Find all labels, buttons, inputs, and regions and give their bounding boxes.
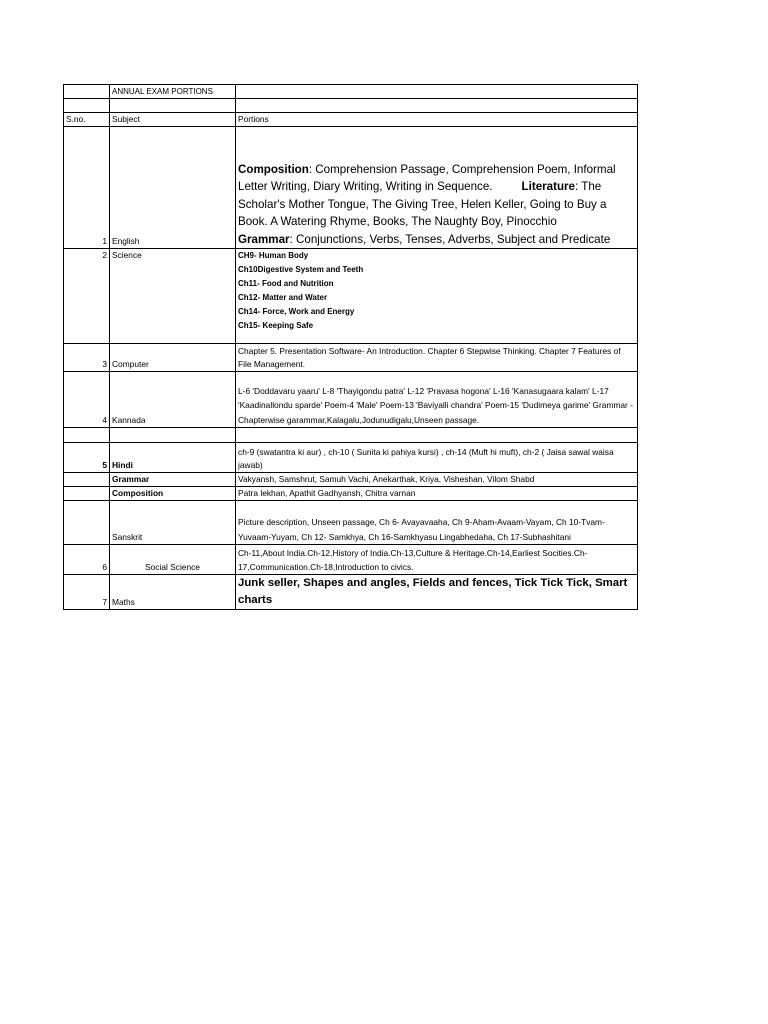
chapter-item: Ch10Digestive System and Teeth <box>238 265 364 274</box>
exam-portions-table <box>63 84 638 610</box>
composition-text: : Comprehension Passage, Comprehension Poem, Informal Letter Writing, Diary Writing, Writing in Sequence. <box>238 162 616 193</box>
portions-cell: Patra lekhan, Apathit Gadhyansh, Chitra varnan <box>236 487 638 501</box>
header-row <box>64 113 638 127</box>
portions-cell: Junk seller, Shapes and angles, Fields and fences, Tick Tick Tick, Smart charts <box>236 575 638 610</box>
portions-cell: Ch-11,About India.Ch-12,History of India.Ch-13,Culture & Heritage.Ch-14,Earliest Socities.Ch-17,Communication.Ch-18,Introduction to civics. <box>236 545 638 575</box>
literature-label: Literature <box>521 180 576 193</box>
subject-cell: Grammar <box>110 473 236 487</box>
subject-cell: Science <box>110 249 236 344</box>
sno-cell: 1 <box>64 127 110 249</box>
table-row-social-science <box>64 545 638 575</box>
sheet-title: ANNUAL EXAM PORTIONS <box>110 85 236 99</box>
sno-cell: 5 <box>64 443 110 473</box>
blank-cell <box>64 85 110 99</box>
sno-cell <box>64 473 110 487</box>
portions-cell: L-6 'Doddavaru yaaru' L-8 'Thayigondu patra' L-12 'Pravasa hogona' L-16 'Kanasugaara kalam' L-17 'Kaadinallondu sparde' Poem-4 'Male' Poem-13 'Baviyalli chandra' Poem-15 'Dudimeya garime' Grammar - Chapterwise garammar,Kalagalu,Jodunudigalu,Unseen passage. <box>236 372 638 428</box>
table-row-science <box>64 249 638 344</box>
table-row-maths <box>64 575 638 610</box>
portions-cell: ch-9 (swatantra ki aur) , ch-10 ( Sunita ki pahiya kursi) , ch-14 (Muft hi muft), ch-2 ( Jaisa sawal waisa jawab) <box>236 443 638 473</box>
portions-cell: Vakyansh, Samshrut, Samuh Vachi, Anekarthak, Kriya, Visheshan, Vilom Shabd <box>236 473 638 487</box>
subject-cell: Social Science <box>110 545 236 575</box>
chapter-item: Ch11- Food and Nutrition <box>238 279 334 288</box>
header-portions: Portions <box>236 113 638 127</box>
blank-row <box>64 428 638 443</box>
table-row-english <box>64 127 638 249</box>
sno-cell: 7 <box>64 575 110 610</box>
sno-cell <box>64 487 110 501</box>
header-subject: Subject <box>110 113 236 127</box>
composition-label: Composition <box>238 162 309 176</box>
chapter-item: CH9- Human Body <box>238 251 309 260</box>
portions-cell <box>236 249 638 344</box>
title-row <box>64 85 638 99</box>
grammar-label: Grammar <box>238 232 290 246</box>
blank-cell <box>236 85 638 99</box>
portions-cell: Chapter 5. Presentation Software- An Introduction. Chapter 6 Stepwise Thinking. Chapter 7 Features of File Management. <box>236 344 638 372</box>
subject-cell: Sanskrit <box>110 501 236 545</box>
table-row-kannada <box>64 372 638 428</box>
sno-cell: 4 <box>64 372 110 428</box>
table-row-hindi-grammar <box>64 473 638 487</box>
literature-text: : The Scholar's Mother Tongue, The Giving Tree, Helen Keller, Going to Buy a Book. A Watering Rhyme, Books, The Naughty Boy, Pinocchio <box>238 180 607 228</box>
sno-cell: 2 <box>64 249 110 344</box>
table-row-hindi-composition <box>64 487 638 501</box>
chapter-item: Ch12- Matter and Water <box>238 293 328 302</box>
blank-row <box>64 99 638 113</box>
table-row-hindi <box>64 443 638 473</box>
header-sno: S.no. <box>64 113 110 127</box>
sno-cell: 6 <box>64 545 110 575</box>
chapter-item: Ch14- Force, Work and Energy <box>238 307 355 316</box>
portions-cell <box>236 127 638 249</box>
subject-cell: English <box>110 127 236 249</box>
portions-cell: Picture description, Unseen passage, Ch 6- Avayavaaha, Ch 9-Aham-Avaam-Vayam, Ch 10-Tvam-Yuvaam-Yuyam, Ch 12- Samkhya, Ch 16-Samkhyasu Lingabhedaha, Ch 17-Subhashitani <box>236 501 638 545</box>
table-row-computer <box>64 344 638 372</box>
grammar-text: : Conjunctions, Verbs, Tenses, Adverbs, Subject and Predicate <box>289 232 611 246</box>
sno-cell: 3 <box>64 344 110 372</box>
subject-cell: Kannada <box>110 372 236 428</box>
chapter-item: Ch15- Keeping Safe <box>238 321 314 330</box>
subject-cell: Maths <box>110 575 236 610</box>
subject-cell: Computer <box>110 344 236 372</box>
sno-cell <box>64 501 110 545</box>
subject-cell: Composition <box>110 487 236 501</box>
subject-cell: Hindi <box>110 443 236 473</box>
table-row-sanskrit <box>64 501 638 545</box>
